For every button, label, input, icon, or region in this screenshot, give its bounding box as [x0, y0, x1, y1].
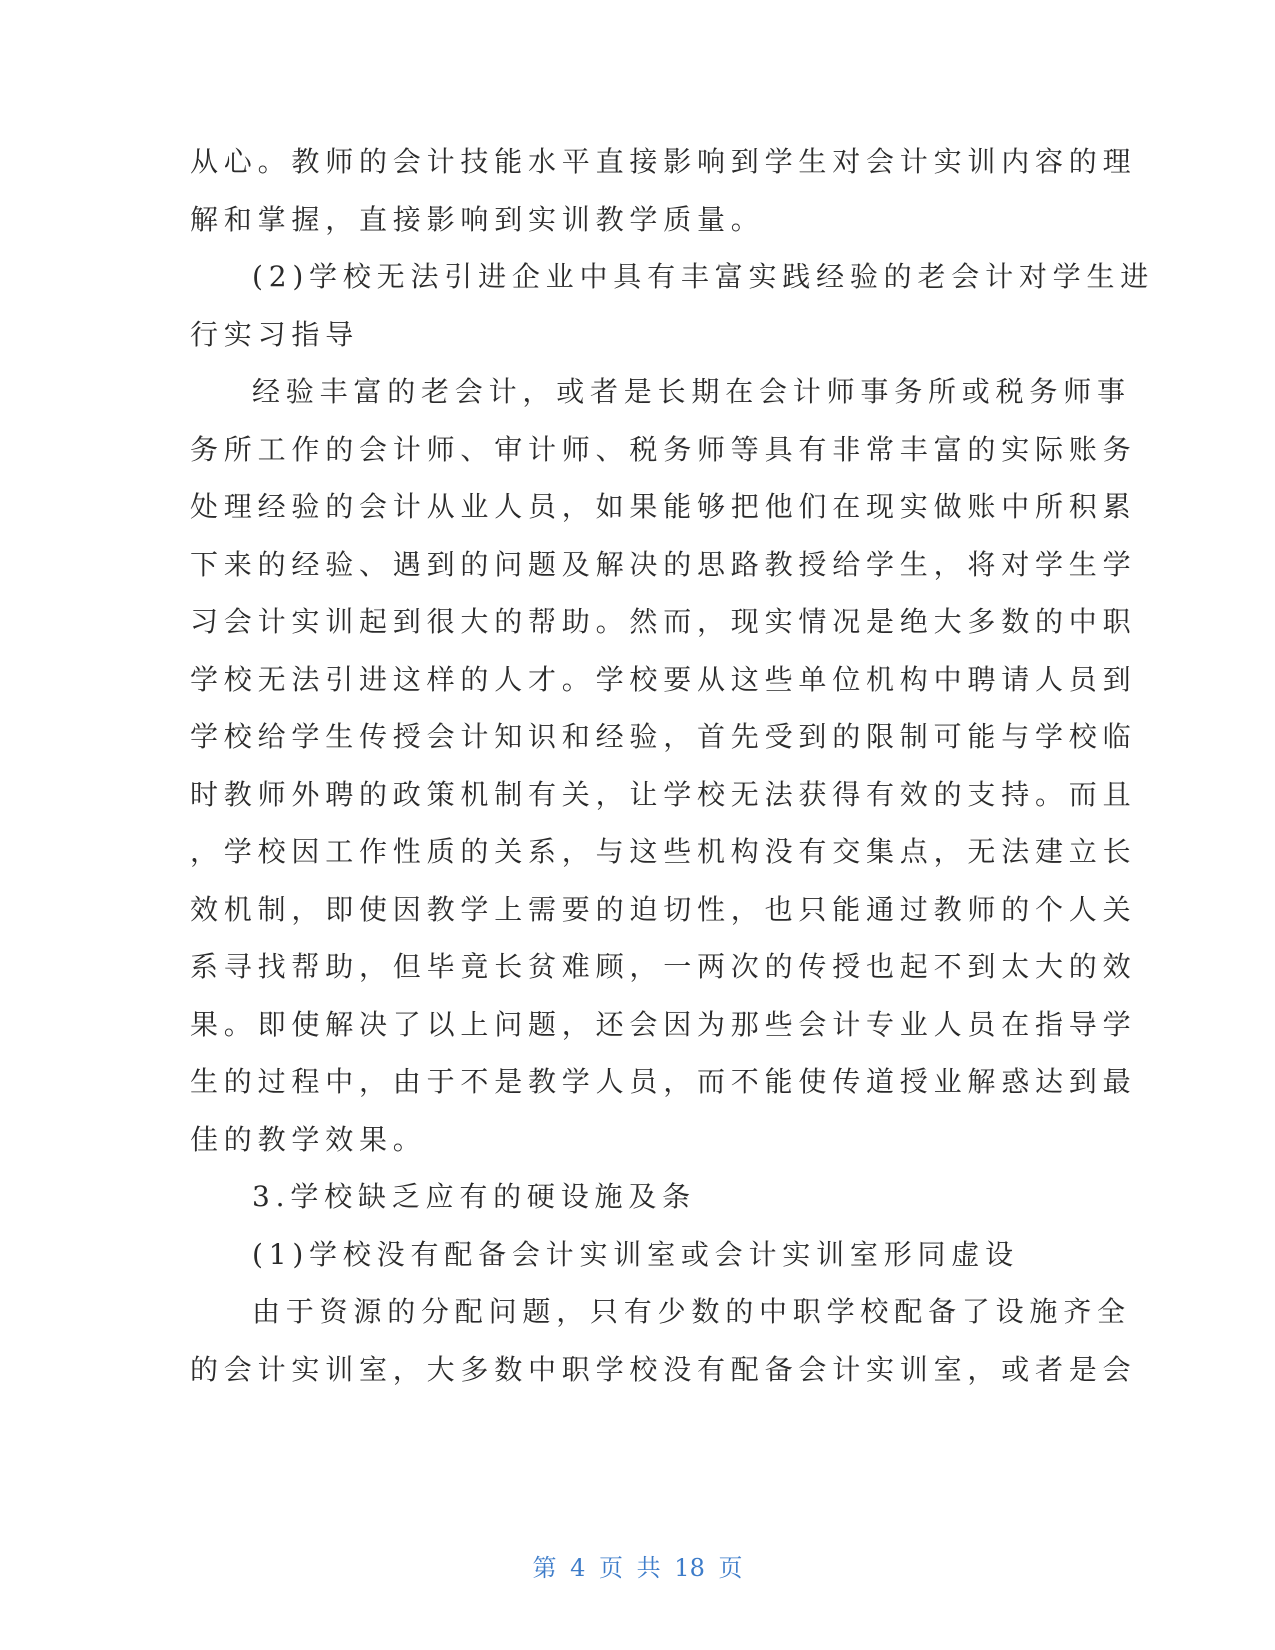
text-line: 习会计实训起到很大的帮助。然而，现实情况是绝大多数的中职: [190, 605, 1137, 638]
text-line: 学校给学生传授会计知识和经验，首先受到的限制可能与学校临: [190, 720, 1137, 753]
text-line: 生的过程中，由于不是教学人员，而不能使传道授业解惑达到最: [190, 1065, 1137, 1098]
text-line: 学校无法引进这样的人才。学校要从这些单位机构中聘请人员到: [190, 663, 1137, 696]
text-line: 的会计实训室，大多数中职学校没有配备会计实训室，或者是会: [190, 1353, 1137, 1386]
page-number-footer: 第 4 页 共 18 页: [532, 1554, 743, 1582]
text-line: 解和掌握，直接影响到实训教学质量。: [190, 203, 765, 236]
subsection-heading: (2)学校无法引进企业中具有丰富实践经验的老会计对学生进: [252, 260, 1155, 293]
section-heading: 3.学校缺乏应有的硬设施及条: [252, 1180, 696, 1213]
text-line: 由于资源的分配问题，只有少数的中职学校配备了设施齐全: [252, 1295, 1131, 1328]
text-line: 系寻找帮助，但毕竟长贫难顾，一两次的传授也起不到太大的效: [190, 950, 1137, 983]
text-line: 效机制，即使因教学上需要的迫切性，也只能通过教师的个人关: [190, 893, 1137, 926]
text-line: 佳的教学效果。: [190, 1123, 427, 1156]
text-line: 经验丰富的老会计，或者是长期在会计师事务所或税务师事: [252, 375, 1131, 408]
text-line: 下来的经验、遇到的问题及解决的思路教授给学生，将对学生学: [190, 548, 1137, 581]
text-line: 处理经验的会计从业人员，如果能够把他们在现实做账中所积累: [190, 490, 1137, 523]
subsection-heading-continued: 行实习指导: [190, 318, 360, 351]
text-line: 务所工作的会计师、审计师、税务师等具有非常丰富的实际账务: [190, 433, 1137, 466]
text-line: 果。即使解决了以上问题，还会因为那些会计专业人员在指导学: [190, 1008, 1137, 1041]
text-line: 时教师外聘的政策机制有关，让学校无法获得有效的支持。而且: [190, 778, 1137, 811]
text-line: 从心。教师的会计技能水平直接影响到学生对会计实训内容的理: [190, 145, 1137, 178]
text-line: ，学校因工作性质的关系，与这些机构没有交集点，无法建立长: [190, 835, 1137, 868]
subsection-heading: (1)学校没有配备会计实训室或会计实训室形同虚设: [252, 1238, 1019, 1271]
